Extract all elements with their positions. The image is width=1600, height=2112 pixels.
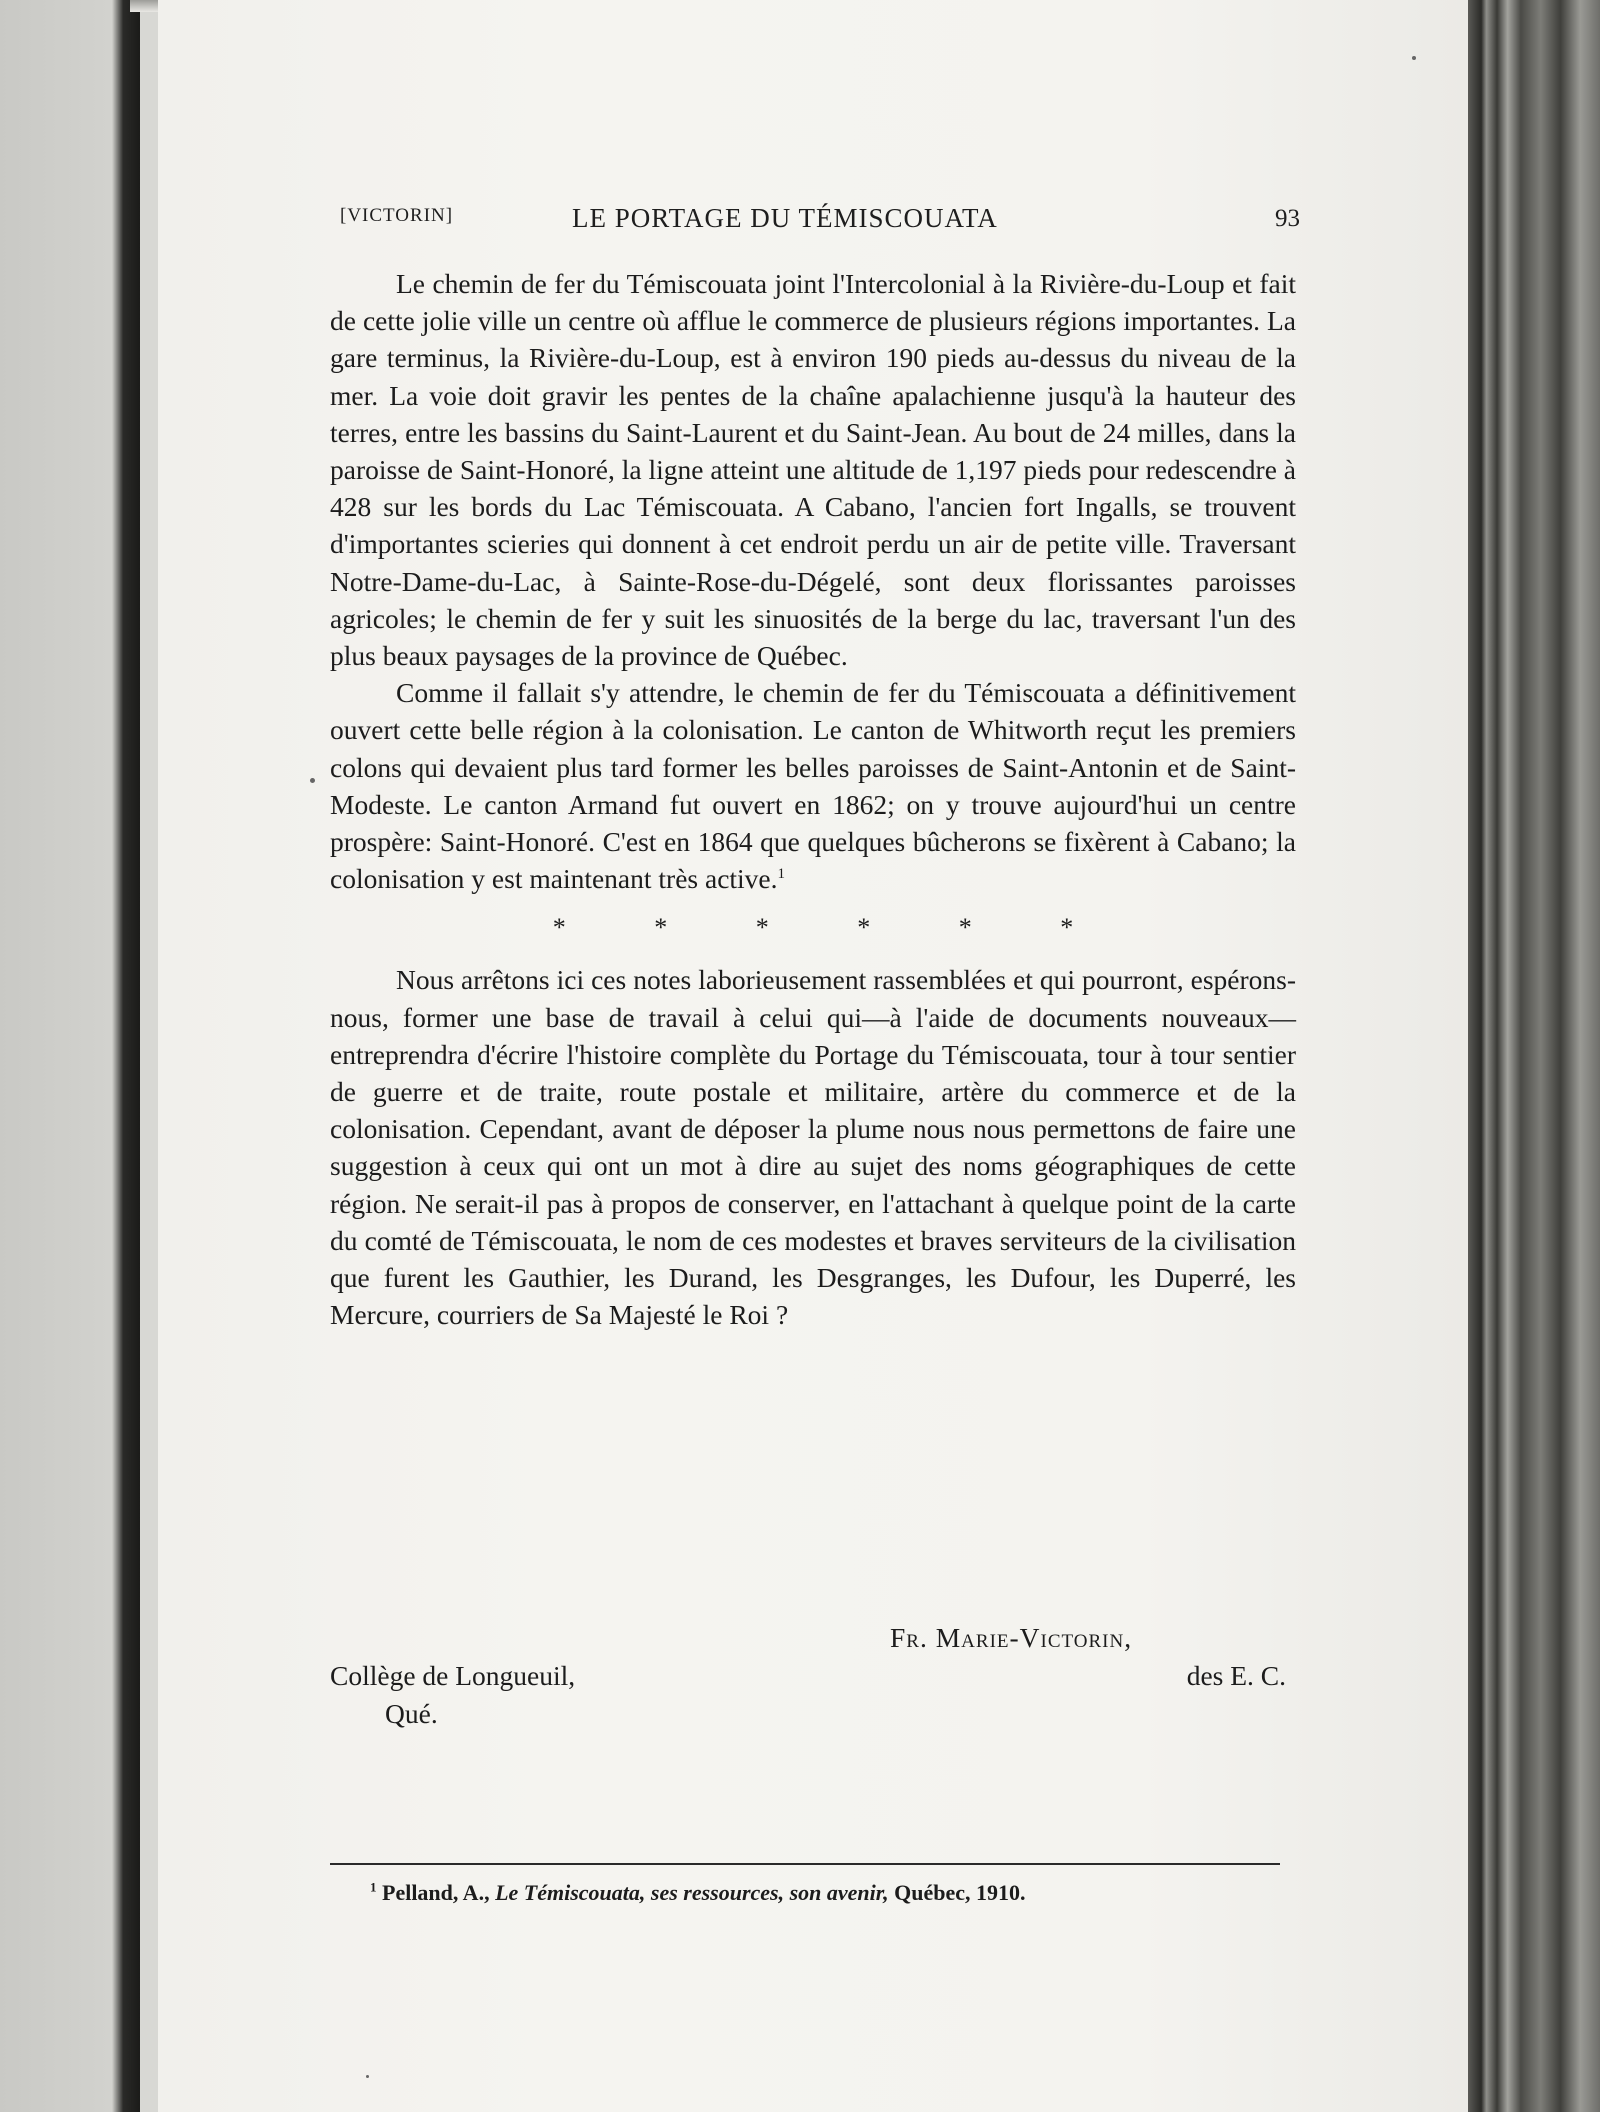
paragraph-2 [330, 674, 1296, 897]
signature-name: Fr. Marie-Victorin, [890, 1622, 1133, 1653]
running-header [340, 203, 1300, 243]
footnote-author: Pelland, A., [382, 1880, 490, 1905]
body-text [330, 265, 1296, 1333]
paragraph-3: Nous arrêtons ici ces notes laborieusement rassemblées et qui pourront, espérons-nous, former une base de travail à celui qui—à l'aide de documents nouveaux—entreprendra d'écrire l'histoire complète du Portage du Témiscouata, tour à tour sentier de guerre et de traite, route postale et militaire, artère du commerce et de la colonisation. Cependant, avant de déposer la plume nous nous permettons de faire une suggestion à ceux qui ont un mot à dire au sujet des noms géographiques de cette région. Ne serait-il pas à propos de conserver, en l'attachant à quelque point de la carte du comté de Témiscouata, le nom de ces modestes et braves serviteurs de la civilisation que furent les Gauthier, les Durand, les Desgranges, les Dufour, les Duperré, les Mercure, courriers de Sa Majesté le Roi ? [330, 964, 1296, 1331]
footnote [370, 1880, 1300, 1906]
signature-province: Qué. [385, 1698, 438, 1729]
left-page-margin [0, 0, 140, 2112]
book-binding-edge [1468, 0, 1600, 2112]
header-author: [VICTORIN] [340, 205, 454, 226]
signature-place: Collège de Longueuil, [330, 1660, 576, 1691]
header-title: LE PORTAGE DU TÉMISCOUATA [572, 203, 998, 233]
footnote-publication: Québec, 1910. [894, 1880, 1026, 1905]
paragraph-2-text: Comme il fallait s'y attendre, le chemin de fer du Témiscouata a définitivement ouvert cette belle région à la colonisation. Le canton de Whitworth reçut les premiers colons qui devaient plus tard former les belles paroisses de Saint-Antonin et de Saint-Modeste. Le canton Armand fut ouvert en 1862; on y trouve aujourd'hui un centre prospère: Saint-Honoré. C'est en 1864 que quelques bûcherons se fixèrent à Cabano; la colonisation y est maintenant très active. [330, 677, 1296, 895]
footnote-marker: 1 [370, 1879, 377, 1895]
page-number: 93 [1275, 205, 1300, 232]
paragraph-1: Le chemin de fer du Témiscouata joint l'Intercolonial à la Rivière-du-Loup et fait de cette jolie ville un centre où afflue le commerce de plusieurs régions importantes. La gare terminus, la Rivière-du-Loup, est à environ 190 pieds au-dessus du niveau de la mer. La voie doit gravir les pentes de la chaîne apalachienne jusqu'à la hauteur des terres, entre les bassins du Saint-Laurent et du Saint-Jean. Au bout de 24 milles, dans la paroisse de Saint-Honoré, la ligne atteint une altitude de 1,197 pieds pour redescendre à 428 sur les bords du Lac Témiscouata. A Cabano, l'ancien fort Ingalls, se trouvent d'importantes scieries qui donnent à cet endroit perdu un air de petite ville. Traversant Notre-Dame-du-Lac, à Sainte-Rose-du-Dégelé, sont deux florissantes paroisses agricoles; le chemin de fer y suit les sinuosités de la berge du lac, traversant l'un des plus beaux paysages de la province de Québec. [330, 268, 1297, 672]
signature-order: des E. C. [1186, 1660, 1286, 1691]
footnote-reference: 1 [777, 866, 786, 883]
page-speck [366, 2075, 369, 2078]
page-speck [310, 778, 315, 783]
footnote-rule [330, 1863, 1280, 1865]
section-separator: * * * * * * [552, 913, 1074, 943]
footnote-title: Le Témiscouata, ses ressources, son avenir, [495, 1880, 889, 1905]
signature-block [330, 1610, 1296, 1740]
page-speck [1412, 56, 1416, 60]
